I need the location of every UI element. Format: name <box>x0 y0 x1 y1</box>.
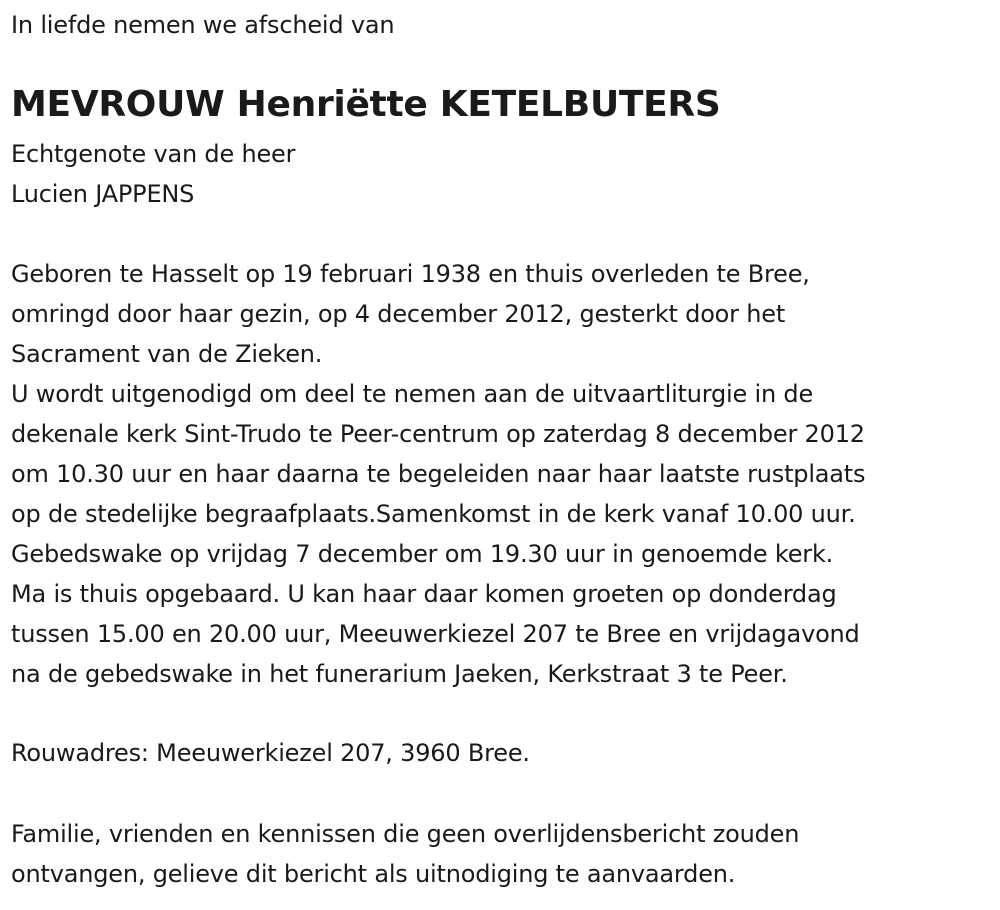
closing-line: ontvangen, gelieve dit bericht als uitnodiging te aanvaarden. <box>11 860 736 888</box>
body-line: Geboren te Hasselt op 19 februari 1938 en thuis overleden te Bree, <box>11 260 810 288</box>
body-line: na de gebedswake in het funerarium Jaeken, Kerkstraat 3 te Peer. <box>11 660 788 688</box>
body-line: Ma is thuis opgebaard. U kan haar daar komen groeten op donderdag <box>11 580 837 608</box>
body-line: omringd door haar gezin, op 4 december 2012, gesterkt door het <box>11 300 786 328</box>
intro-line: In liefde nemen we afscheid van <box>11 11 395 39</box>
body-line: tussen 15.00 en 20.00 uur, Meeuwerkiezel 207 te Bree en vrijdagavond <box>11 620 860 648</box>
deceased-name: MEVROUW Henriëtte KETELBUTERS <box>11 84 721 125</box>
mourning-address: Rouwadres: Meeuwerkiezel 207, 3960 Bree. <box>11 739 530 767</box>
body-line: Sacrament van de Zieken. <box>11 340 323 368</box>
spouse-block <box>11 134 295 214</box>
notice-body <box>11 254 865 694</box>
body-line: Gebedswake op vrijdag 7 december om 19.30 uur in genoemde kerk. <box>11 540 834 568</box>
closing-block <box>11 814 799 894</box>
spouse-line: Echtgenote van de heer <box>11 140 296 168</box>
spouse-line: Lucien JAPPENS <box>11 180 195 208</box>
body-line: dekenale kerk Sint-Trudo te Peer-centrum op zaterdag 8 december 2012 <box>11 420 865 448</box>
body-line: om 10.30 uur en haar daarna te begeleiden naar haar laatste rustplaats <box>11 460 866 488</box>
body-line: U wordt uitgenodigd om deel te nemen aan de uitvaartliturgie in de <box>11 380 814 408</box>
closing-line: Familie, vrienden en kennissen die geen overlijdensbericht zouden <box>11 820 800 848</box>
body-line: op de stedelijke begraafplaats.Samenkomst in de kerk vanaf 10.00 uur. <box>11 500 856 528</box>
